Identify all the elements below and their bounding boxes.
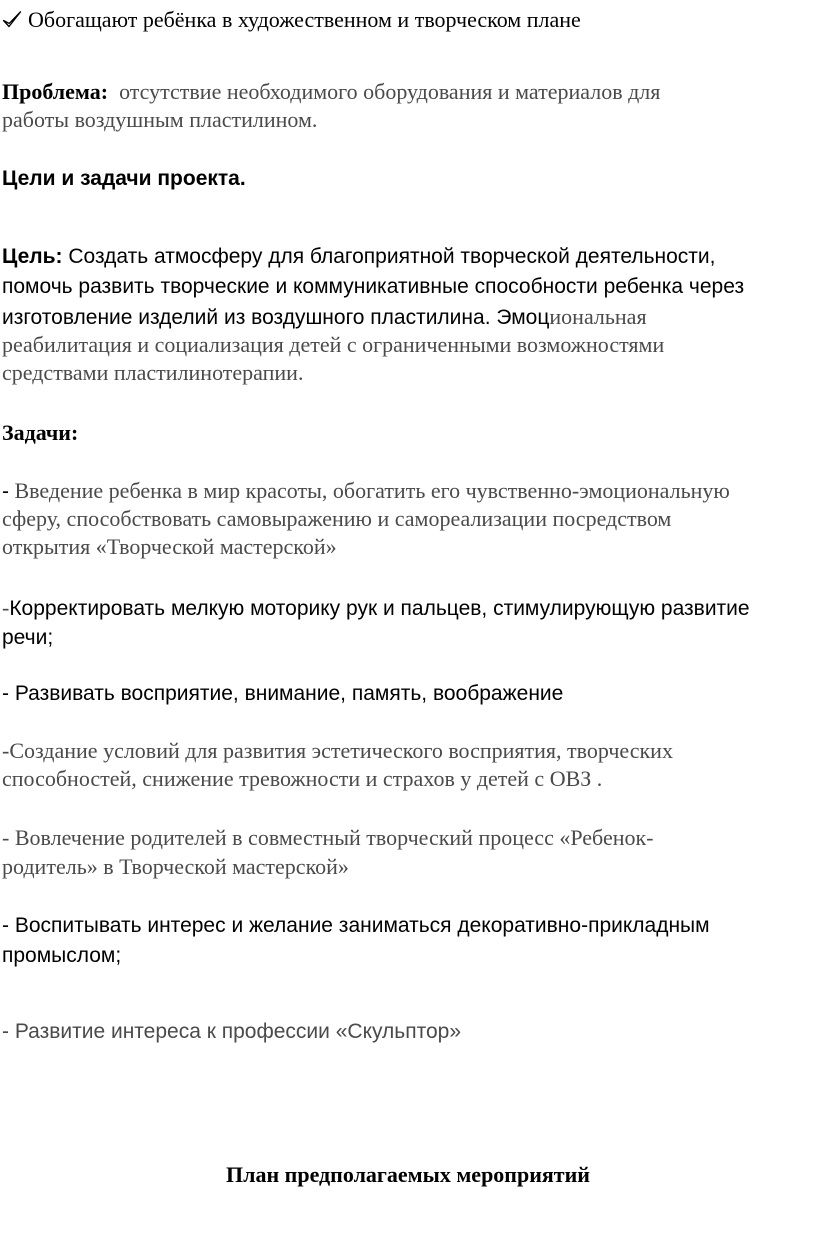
task-1-line-1	[2, 480, 730, 502]
task-6-line-1: - Воспитывать интерес и желание заниматься декоративно-прикладным	[2, 914, 710, 937]
goal-text-3a: изготовление изделий из воздушного пластилина.	[2, 306, 491, 329]
goal-text-1: Создать атмосферу для благоприятной творческой деятельности,	[68, 245, 716, 268]
goal-line-2: помочь развить творческие и коммуникативные способности ребенка через	[2, 275, 745, 298]
task-5-line-2: родитель» в Творческой мастерской»	[2, 854, 349, 879]
task-2-line-1	[2, 597, 750, 619]
task-1-dash: -	[2, 480, 9, 503]
task-1-text-1: Введение ребенка в мир красоты, обогатить его чувственно-эмоциональную	[14, 478, 730, 503]
task-6-line-2: промыслом;	[2, 944, 122, 967]
check-line-text: Обогащают ребёнка в художественном и творческом плане	[28, 7, 581, 32]
goal-text-3b: Эмоц	[496, 306, 550, 329]
task-2-text-1: Корректировать мелкую моторику рук и пальцев, стимулирующую развитие	[9, 597, 750, 620]
task-3-line: - Развивать восприятие, внимание, память, воображение	[2, 682, 564, 705]
checkmark-icon	[2, 9, 22, 31]
task-5-line-1: - Вовлечение родителей в совместный творческий процесс «Ребенок-	[2, 825, 654, 850]
tasks-heading: Задачи:	[2, 420, 79, 445]
problem-line-1	[2, 81, 660, 103]
task-2-dash: -	[2, 595, 10, 620]
goal-label: Цель:	[2, 245, 63, 268]
goals-heading: Цели и задачи проекта.	[2, 167, 246, 190]
task-4-line-2: способностей, снижение тревожности и страхов у детей с ОВЗ .	[2, 766, 603, 791]
task-1-line-3: открытия «Творческой мастерской»	[2, 534, 337, 559]
task-4-line-1: -Создание условий для развития эстетического восприятия, творческих	[2, 738, 673, 763]
goal-line-1	[2, 246, 715, 267]
goal-line-5: средствами пластилинотерапии.	[2, 360, 304, 385]
problem-label: Проблема:	[2, 79, 109, 104]
goal-line-3	[2, 306, 647, 328]
goal-text-3c: иональная	[549, 304, 647, 329]
problem-text-1: отсутствие необходимого оборудования и материалов для	[119, 79, 661, 104]
plan-heading: План предполагаемых мероприятий	[226, 1162, 590, 1187]
task-1-line-2: сферу, способствовать самовыражению и самореализации посредством	[2, 506, 672, 531]
goal-line-4: реабилитация и социализация детей с ограниченными возможностями	[2, 332, 665, 357]
task-7-line: - Развитие интереса к профессии «Скульптор»	[2, 1020, 462, 1043]
check-line	[2, 9, 581, 31]
problem-line-2: работы воздушным пластилином.	[2, 107, 318, 132]
task-2-line-2: речи;	[2, 626, 54, 649]
